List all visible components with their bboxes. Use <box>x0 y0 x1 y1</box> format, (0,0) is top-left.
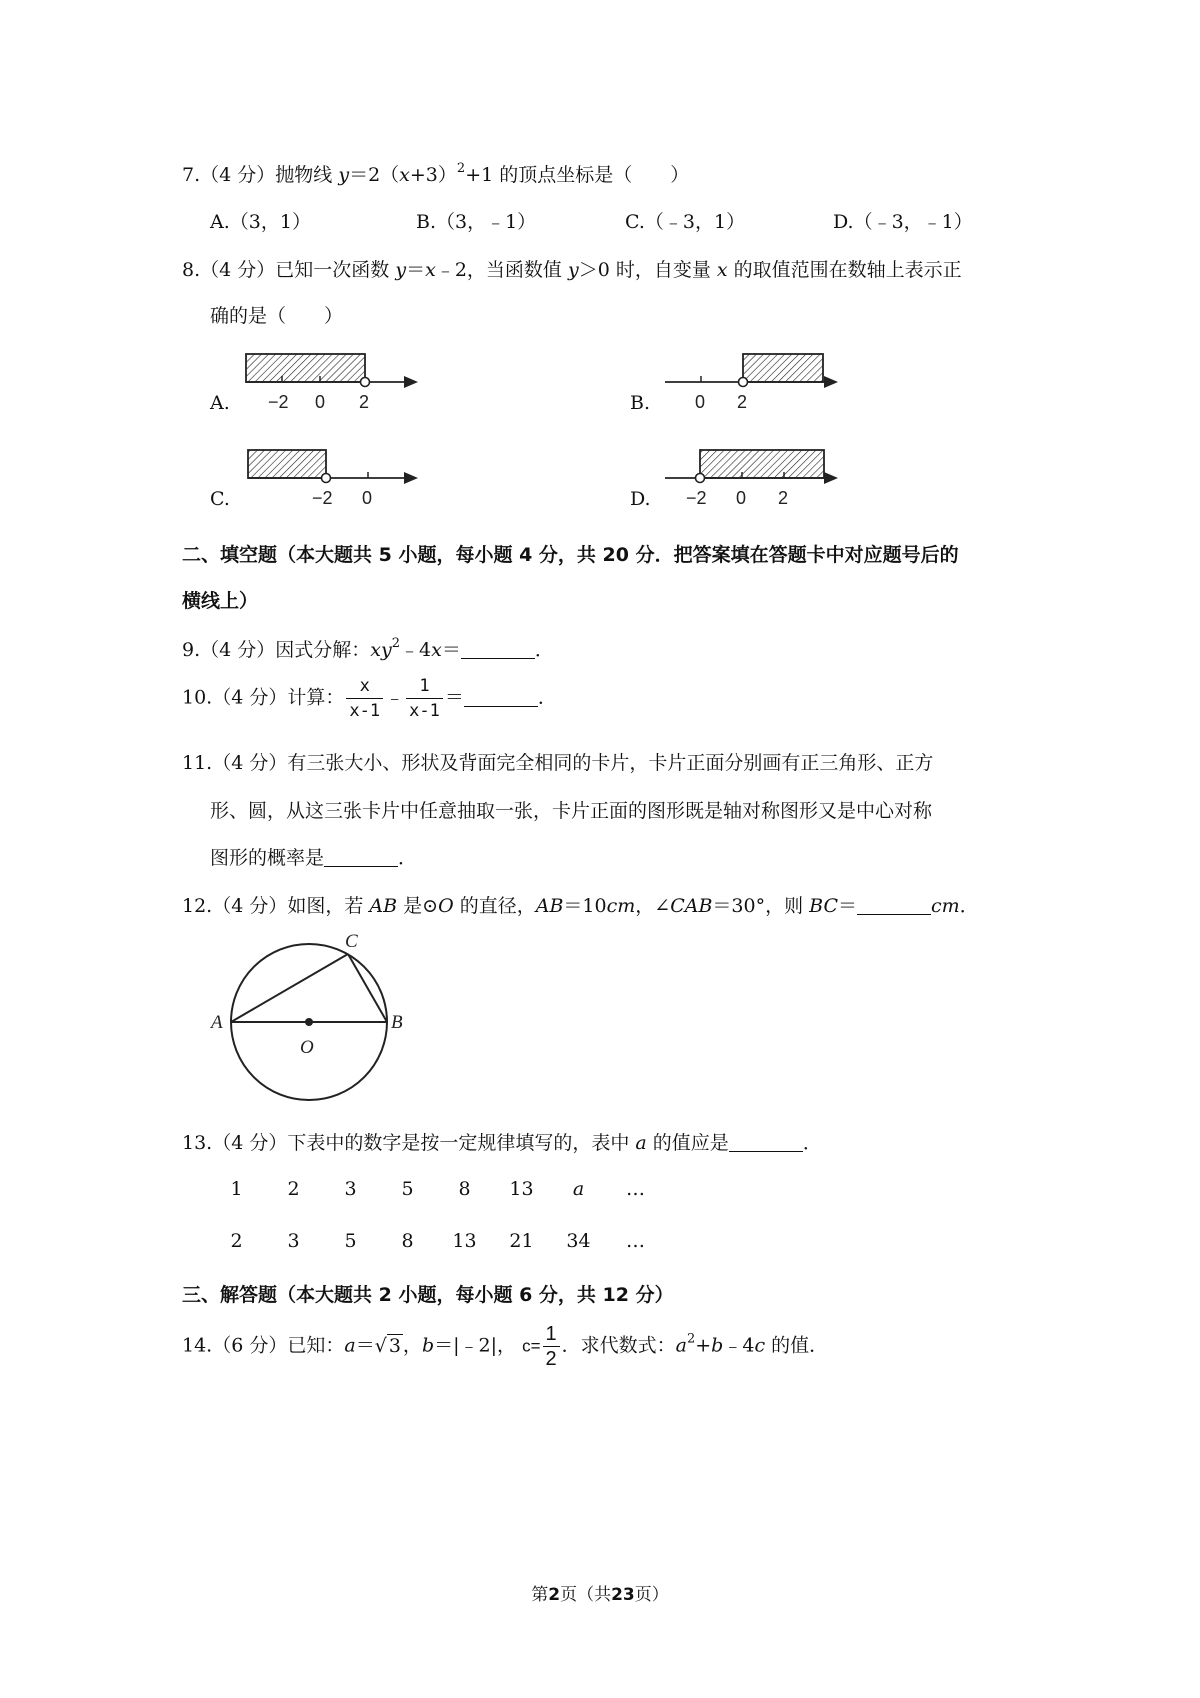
question-14 <box>182 1322 828 1371</box>
question-score: （4 分） <box>200 259 276 281</box>
table-cell: a <box>572 1178 585 1200</box>
question-text: ＝ <box>406 259 426 281</box>
question-number: 11. <box>182 752 213 774</box>
question-score: （4 分） <box>212 895 288 917</box>
var-ab: AB <box>535 895 564 917</box>
unit-cm: cm <box>931 895 960 917</box>
question-number: 8. <box>182 259 201 281</box>
table-cell: 3 <box>287 1230 300 1252</box>
number-line-b <box>665 354 838 412</box>
label-c: C <box>345 931 358 952</box>
number-line-d <box>665 450 838 508</box>
answer-blank[interactable] <box>464 688 538 707</box>
question-text: 的直径， <box>459 895 536 917</box>
tick-label: 0 <box>736 488 747 508</box>
question-text: ＝ <box>441 639 461 661</box>
section-3-heading: 三、解答题（本大题共 2 小题，每小题 6 分，共 12 分） <box>182 1284 674 1306</box>
question-13 <box>182 1128 822 1155</box>
var-o: O <box>438 895 454 917</box>
chord-bc <box>348 954 387 1022</box>
question-text: ＝|﹣2|， <box>434 1334 517 1357</box>
table-cell: 5 <box>401 1178 414 1200</box>
question-number: 14. <box>182 1334 213 1357</box>
q8-option-a-label: A. <box>210 392 230 414</box>
label-a: A <box>211 1012 223 1033</box>
fraction-x-over-x-minus-1 <box>346 674 383 723</box>
question-text: 已知一次函数 <box>275 259 390 281</box>
question-text: ＝ <box>444 686 464 709</box>
q7-option-c: C.（﹣3，1） <box>625 211 746 233</box>
var-y: y <box>567 259 579 281</box>
question-9 <box>182 635 554 662</box>
label-b: B <box>391 1012 403 1033</box>
label-o: O <box>300 1037 314 1058</box>
fraction-denominator: x-1 <box>349 701 381 721</box>
question-score: （4 分） <box>200 639 276 661</box>
question-text: 是⊙ <box>403 895 439 917</box>
var-y: y <box>395 259 407 281</box>
var-y: y <box>338 164 350 186</box>
question-text: ． <box>802 1132 822 1154</box>
c-label: c= <box>522 1336 541 1356</box>
table-cell: 13 <box>452 1230 477 1252</box>
table-cell: 2 <box>287 1178 300 1200</box>
footer-text: 第 <box>531 1585 549 1605</box>
var-bc: BC <box>809 895 839 917</box>
exponent: 2 <box>456 161 466 176</box>
question-text: 的值应是 <box>652 1132 729 1154</box>
question-score: （4 分） <box>200 164 276 186</box>
q8-option-d-label: D. <box>630 488 651 510</box>
number-line-figures <box>0 0 1200 560</box>
question-text: ﹣4 <box>723 1334 755 1357</box>
table-cell: 8 <box>458 1178 471 1200</box>
question-text: ＝30°，则 <box>712 895 804 917</box>
number-line-a <box>246 354 418 412</box>
answer-blank[interactable] <box>324 848 398 867</box>
question-text: 如图，若 <box>287 895 364 917</box>
q7-option-d: D.（﹣3，﹣1） <box>833 211 973 233</box>
fraction-1-over-2 <box>543 1322 560 1371</box>
question-text: ＝2（ <box>349 164 400 186</box>
question-text: 计算： <box>287 686 345 709</box>
footer-text: 页） <box>634 1585 669 1605</box>
question-text: ﹣4 <box>400 639 432 661</box>
fraction-denominator: 2 <box>545 1348 557 1370</box>
tick-label: −2 <box>268 392 289 412</box>
chord-ac <box>231 954 348 1022</box>
question-number: 7. <box>182 164 201 186</box>
question-text: 因式分解： <box>275 639 371 661</box>
tick-label: 0 <box>695 392 706 412</box>
sequence-row-1 <box>208 1178 664 1200</box>
tick-label: 0 <box>315 392 326 412</box>
number-line-c <box>248 450 418 508</box>
shaded-region <box>246 354 365 382</box>
tick-label: 2 <box>359 392 370 412</box>
center-point <box>305 1018 313 1026</box>
tick-label: −2 <box>686 488 707 508</box>
question-text: ． <box>534 639 554 661</box>
sequence-row-2 <box>208 1230 664 1252</box>
table-cell: 1 <box>230 1178 243 1200</box>
circle-figure <box>205 925 420 1110</box>
arrow-head <box>824 376 838 388</box>
var-x: x <box>425 259 436 281</box>
fraction-1-over-x-minus-1 <box>406 674 443 723</box>
question-text: ． <box>537 686 557 709</box>
arrow-head <box>824 472 838 484</box>
arrow-head <box>404 472 418 484</box>
shaded-region <box>700 450 824 478</box>
table-cell: 13 <box>509 1178 534 1200</box>
unit-cm: cm <box>606 895 636 917</box>
exponent: 2 <box>686 1331 696 1347</box>
section-2-heading-line2: 横线上） <box>182 590 259 612</box>
table-cell: 2 <box>230 1230 243 1252</box>
shaded-region <box>248 450 326 478</box>
q7-option-a: A.（3，1） <box>210 211 311 233</box>
question-text: ﹣2，当函数值 <box>435 259 562 281</box>
question-score: （4 分） <box>212 686 288 709</box>
var-a: a <box>344 1334 356 1357</box>
table-cell: 5 <box>344 1230 357 1252</box>
answer-blank[interactable] <box>857 896 931 915</box>
var-xy: xy <box>370 639 392 661</box>
var-b: b <box>421 1334 435 1357</box>
q8-option-c-label: C. <box>210 488 230 510</box>
question-text: 抛物线 <box>275 164 333 186</box>
question-text: 有三张大小、形状及背面完全相同的卡片，卡片正面分别画有正三角形、正方 <box>287 752 934 774</box>
question-8-line2: 确的是（ ） <box>210 305 344 327</box>
var-a: a <box>635 1132 647 1154</box>
shaded-region <box>743 354 823 382</box>
page-number: 2 <box>548 1585 561 1605</box>
question-11 <box>182 748 933 775</box>
radicand: 3 <box>388 1334 401 1357</box>
tick-label: 2 <box>778 488 789 508</box>
question-text: 图形的概率是 <box>210 847 325 869</box>
question-11-line3 <box>210 843 417 870</box>
total-pages: 23 <box>611 1585 635 1605</box>
question-text: + <box>695 1334 712 1357</box>
table-cell: 34 <box>566 1230 591 1252</box>
tick-label: 0 <box>362 488 373 508</box>
section-2-heading: 二、填空题（本大题共 5 小题，每小题 4 分，共 20 分．把答案填在答题卡中对应题号后的 <box>182 544 959 566</box>
var-cab: CAB <box>670 895 713 917</box>
page-footer <box>0 1580 1200 1605</box>
open-point <box>739 378 748 387</box>
footer-text: 页（共 <box>560 1585 612 1605</box>
open-point <box>361 378 370 387</box>
question-text: 已知： <box>287 1334 345 1357</box>
arrow-head <box>404 376 418 388</box>
table-cell: 3 <box>344 1178 357 1200</box>
question-text: ． <box>959 895 979 917</box>
var-b: b <box>711 1334 724 1357</box>
exponent: 2 <box>391 636 401 651</box>
question-text: +1 的顶点坐标是（ ） <box>465 164 690 186</box>
question-number: 9. <box>182 639 201 661</box>
var-x: x <box>431 639 442 661</box>
question-score: （4 分） <box>212 1132 288 1154</box>
tick-label: −2 <box>312 488 333 508</box>
radical-sign: √ <box>374 1334 387 1357</box>
question-score: （4 分） <box>212 752 288 774</box>
question-text: +3） <box>409 164 457 186</box>
fraction-denominator: x-1 <box>409 701 440 721</box>
question-text: 下表中的数字是按一定规律填写的，表中 <box>287 1132 630 1154</box>
q8-option-b-label: B. <box>630 392 651 414</box>
answer-blank[interactable] <box>461 640 535 659</box>
question-text: ． <box>398 847 418 869</box>
table-cell: … <box>626 1230 645 1252</box>
sqrt-expression <box>375 1326 403 1366</box>
question-text: ＝ <box>355 1334 375 1357</box>
fraction-numerator: 1 <box>543 1322 560 1347</box>
question-text: ＝ <box>838 895 858 917</box>
fraction-numerator: 1 <box>406 674 443 699</box>
open-point <box>696 474 705 483</box>
question-score: （6 分） <box>212 1334 288 1357</box>
question-text: ＝10 <box>563 895 607 917</box>
question-11-line2: 形、圆，从这三张卡片中任意抽取一张，卡片正面的图形既是轴对称图形又是中心对称 <box>210 800 933 822</box>
question-number: 10. <box>182 686 213 709</box>
table-cell: … <box>626 1178 645 1200</box>
question-text: ．求代数式： <box>561 1334 676 1357</box>
tick-label: 2 <box>737 392 748 412</box>
fraction-numerator: x <box>346 674 383 699</box>
question-text: ＞0 时，自变量 <box>578 259 711 281</box>
answer-blank[interactable] <box>729 1133 803 1152</box>
question-text: ， <box>402 1334 422 1357</box>
table-cell: 21 <box>509 1230 534 1252</box>
question-number: 12. <box>182 895 213 917</box>
var-x: x <box>399 164 410 186</box>
question-10 <box>182 674 557 723</box>
q7-option-b: B.（3，﹣1） <box>416 211 537 233</box>
question-text: ﹣ <box>385 686 405 709</box>
question-text: 的取值范围在数轴上表示正 <box>733 259 962 281</box>
question-12 <box>182 891 979 918</box>
question-number: 13. <box>182 1132 213 1154</box>
question-text: 的值． <box>771 1334 829 1357</box>
var-x: x <box>716 259 728 281</box>
open-point <box>322 474 331 483</box>
var-c: c <box>754 1334 766 1357</box>
var-a: a <box>675 1334 687 1357</box>
question-text: ，∠ <box>635 895 671 917</box>
var-ab: AB <box>369 895 398 917</box>
table-cell: 8 <box>401 1230 414 1252</box>
